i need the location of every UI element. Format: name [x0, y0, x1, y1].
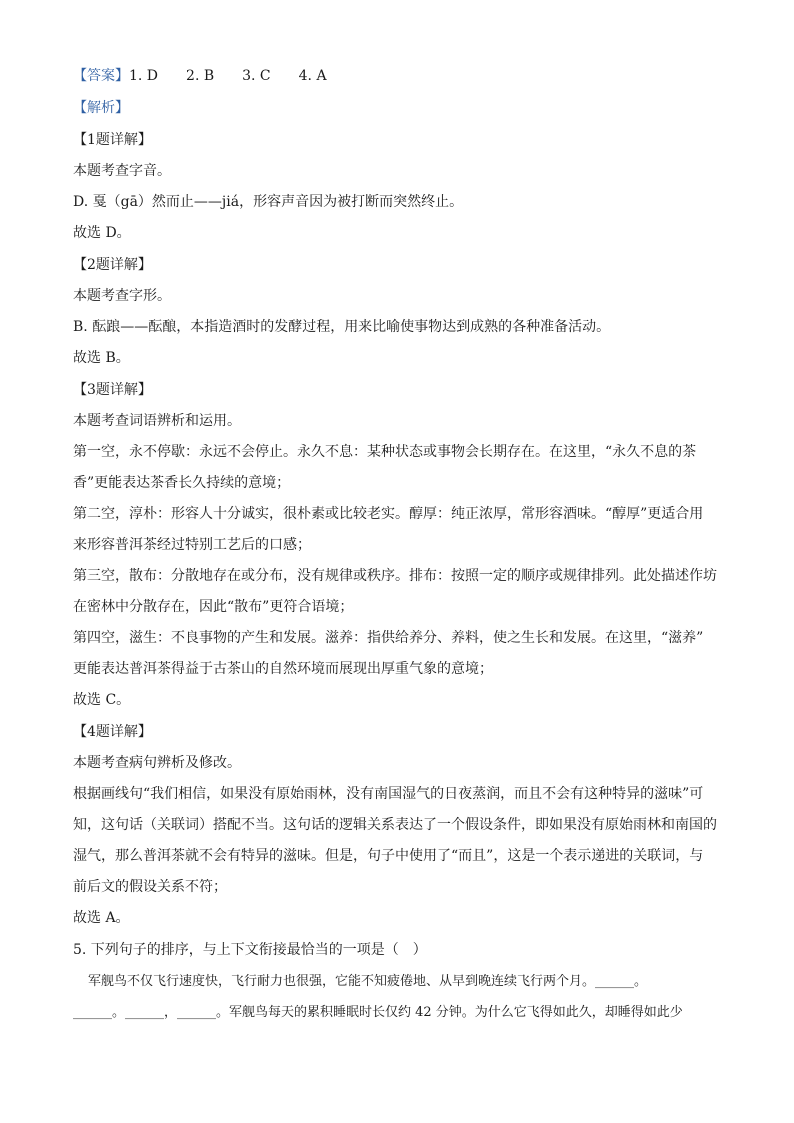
- q3-line: 第二空，淳朴：形容人十分诚实，很朴素或比较老实。醇厚：纯正浓厚，常形容酒味。“醇厚”更适合用: [73, 506, 704, 522]
- q3-line: 更能表达普洱茶得益于古茶山的自然环境而展现出厚重气象的意境；: [73, 661, 493, 677]
- q3-line: 香”更能表达茶香长久持续的意境；: [73, 475, 291, 491]
- answer-label: 【答案】: [73, 68, 129, 84]
- q1-line: 本题考查字音。: [73, 163, 171, 179]
- q2-header: 【2题详解】: [73, 257, 152, 273]
- q3-line: 故选 C。: [73, 692, 131, 708]
- q4-line: 湿气，那么普洱茶就不会有特异的滋味。但是，句子中使用了“而且”，这是一个表示递进的关联词，与: [73, 848, 704, 864]
- q5-passage-line: 军舰鸟不仅飞行速度快，飞行耐力也很强，它能不知疲倦地、从早到晚连续飞行两个月。______。: [88, 974, 648, 989]
- q5-passage-line: ______。______，______。军舰鸟每天的累积睡眠时长仅约 42 分钟。为什么它飞得如此久，却睡得如此少: [73, 1005, 683, 1020]
- q3-line: 本题考查词语辨析和运用。: [73, 413, 241, 429]
- q1-line: 故选 D。: [73, 225, 131, 241]
- q2-line: B. 酝踉——酝酿，本指造酒时的发酵过程，用来比喻使事物达到成熟的各种准备活动。: [73, 319, 611, 335]
- q5-question: 5. 下列句子的排序，与上下文衔接最恰当的一项是（ ）: [73, 942, 427, 958]
- q4-line: 根据画线句“我们相信，如果没有原始雨林，没有南国湿气的日夜蒸润，而且不会有这种特异的滋味”可: [73, 786, 704, 802]
- analysis-label: 【解析】: [73, 100, 129, 116]
- q4-line: 前后文的假设关系不符；: [73, 879, 227, 895]
- q4-header: 【4题详解】: [73, 724, 152, 740]
- answer-text: 1. D 2. B 3. C 4. A: [129, 68, 327, 84]
- q4-line: 本题考查病句辨析及修改。: [73, 755, 241, 771]
- q3-line: 第三空，散布：分散地存在或分布，没有规律或秩序。排布：按照一定的顺序或规律排列。此处描述作坊: [73, 568, 717, 584]
- q2-line: 本题考查字形。: [73, 288, 171, 304]
- q2-line: 故选 B。: [73, 350, 130, 366]
- q4-line: 故选 A。: [73, 910, 130, 926]
- q3-line: 来形容普洱茶经过特别工艺后的口感；: [73, 537, 311, 553]
- q3-line: 第一空，永不停歇：永远不会停止。永久不息：某种状态或事物会长期存在。在这里，“永久不息的茶: [73, 444, 697, 460]
- q1-header: 【1题详解】: [73, 132, 152, 148]
- q3-header: 【3题详解】: [73, 382, 152, 398]
- q3-line: 在密林中分散存在，因此“散布”更符合语境；: [73, 599, 354, 615]
- q1-line: D. 戛（gā）然而止——jiá，形容声音因为被打断而突然终止。: [73, 194, 464, 210]
- q3-line: 第四空，滋生：不良事物的产生和发展。滋养：指供给养分、养料，使之生长和发展。在这里，“滋养”: [73, 630, 704, 646]
- answer-line: [73, 66, 723, 86]
- q4-line: 知，这句话（关联词）搭配不当。这句话的逻辑关系表达了一个假设条件，即如果没有原始雨林和南国的: [73, 817, 717, 833]
